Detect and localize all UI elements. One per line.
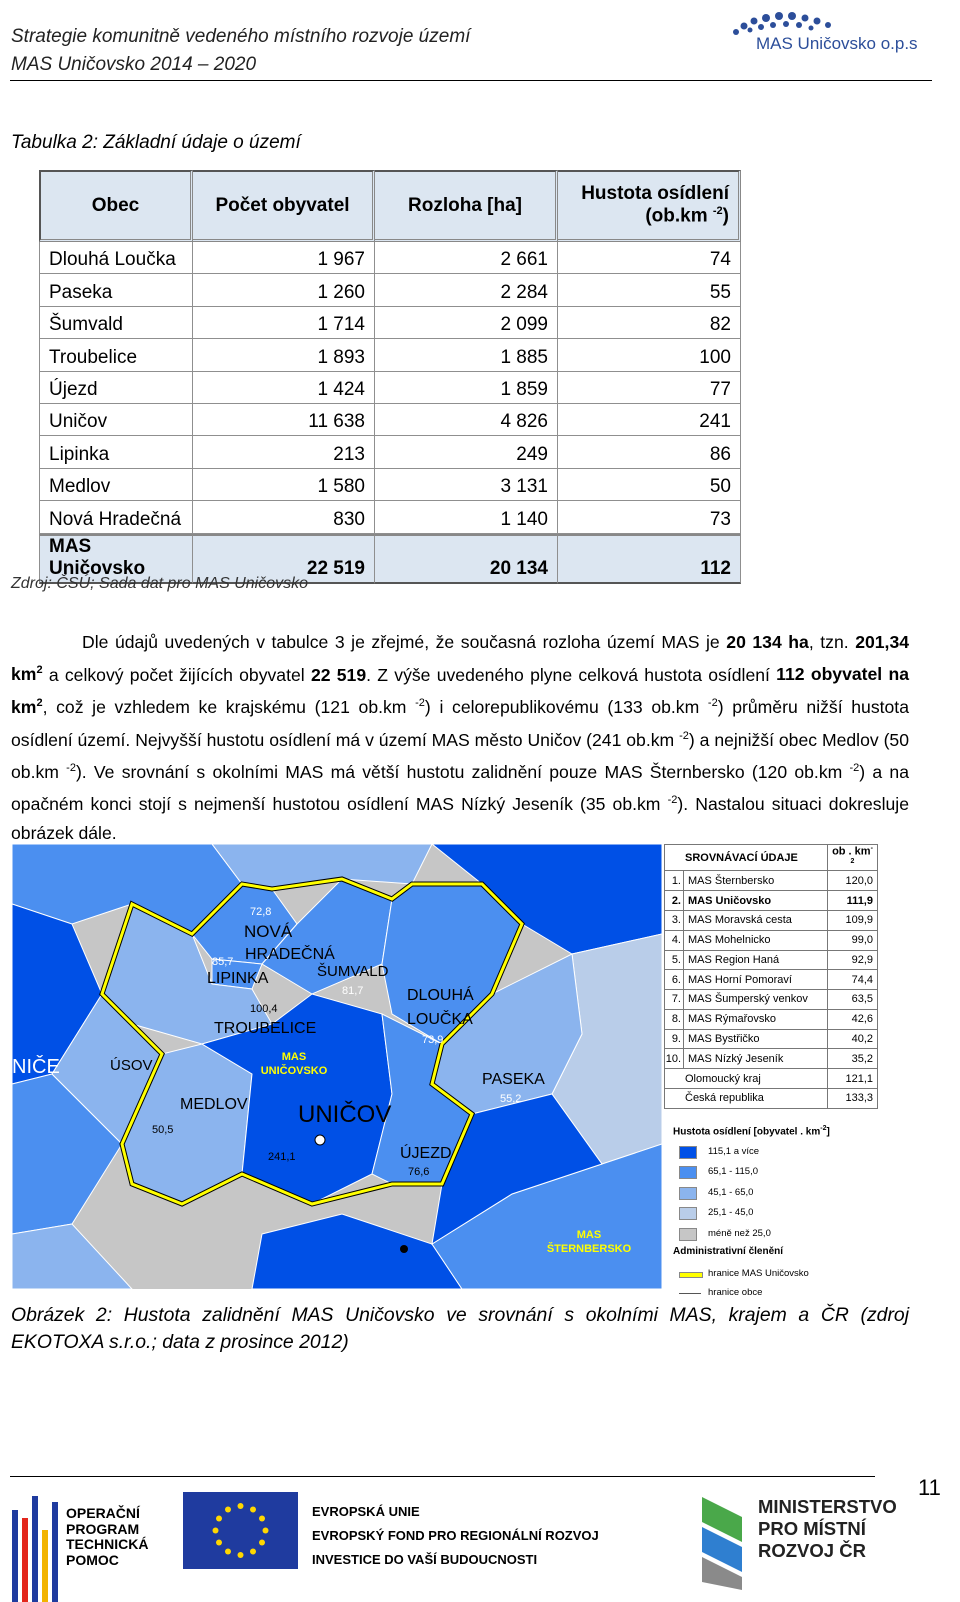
- comparison-row: [665, 910, 878, 930]
- eu-text: [312, 1500, 599, 1572]
- cell-obec: Paseka: [39, 274, 193, 306]
- legend-admin-label: hranice obce: [708, 1287, 763, 1298]
- comparison-rank: 6.: [665, 970, 684, 990]
- cell-rozloha: 1 859: [375, 372, 558, 404]
- mmr-line2: PRO MÍSTNÍ: [758, 1518, 866, 1539]
- legend-swatch: [679, 1166, 697, 1179]
- header-obec: Obec: [39, 170, 193, 242]
- cell-obec: Újezd: [39, 372, 193, 404]
- legend-admin-label: hranice MAS Uničovsko: [708, 1268, 809, 1279]
- comparison-rank: 5.: [665, 950, 684, 970]
- cell-rozloha: 249: [375, 436, 558, 468]
- cell-pocet: 11 638: [193, 404, 375, 436]
- comparison-value: 35,2: [828, 1049, 878, 1069]
- table-row: [39, 242, 741, 274]
- comparison-name: MAS Moravská cesta: [684, 910, 828, 930]
- map-label-mas-sternbersko-2: ŠTERNBERSKO: [546, 1243, 632, 1255]
- cell-obec: Medlov: [39, 469, 193, 501]
- map-value-dlouha: 73,9: [422, 1034, 444, 1046]
- comparison-name: MAS Nízký Jeseník: [684, 1049, 828, 1069]
- cell-hustota: 77: [558, 372, 741, 404]
- cell-obec: Šumvald: [39, 307, 193, 339]
- map-value-medlov: 50,5: [152, 1124, 174, 1136]
- comparison-name: MAS Uničovsko: [684, 891, 828, 911]
- cell-pocet: 1 893: [193, 339, 375, 371]
- table-caption: Tabulka 2: Základní údaje o území: [11, 132, 301, 153]
- legend-mas-border-swatch: [679, 1272, 703, 1278]
- comparison-rank: 7.: [665, 990, 684, 1010]
- legend-label: 115,1 a více: [708, 1146, 760, 1157]
- total-pocet: 22 519: [193, 534, 375, 584]
- cell-rozloha: 2 661: [375, 242, 558, 274]
- legend-label: 65,1 - 115,0: [708, 1166, 759, 1177]
- table-row: [39, 404, 741, 436]
- header-hustota-line2: (ob.km $^{-2}$): [645, 205, 729, 227]
- map-value-ujezd: 76,6: [408, 1166, 430, 1178]
- map-value-paseka: 55,2: [500, 1093, 522, 1105]
- cell-hustota: 241: [558, 404, 741, 436]
- comparison-kraj-value: 121,1: [828, 1069, 878, 1089]
- header-title-line2: MAS Uničovsko 2014 – 2020: [11, 54, 257, 75]
- comparison-rank: 10.: [665, 1049, 684, 1069]
- map-label-sumvald: ŠUMVALD: [317, 963, 389, 980]
- header-hustota: [558, 170, 741, 242]
- comparison-value: 120,0: [828, 871, 878, 891]
- comparison-name: MAS Rýmařovsko: [684, 1009, 828, 1029]
- table-row: [39, 307, 741, 339]
- comparison-row: [665, 1049, 878, 1069]
- legend-label: 45,1 - 65,0: [708, 1187, 754, 1198]
- map-value-hradecna: 85,7: [212, 956, 234, 968]
- eu-line3: INVESTICE DO VAŠÍ BUDOUCNOSTI: [312, 1552, 538, 1567]
- map-label-paseka: PASEKA: [482, 1071, 545, 1088]
- map-label-loucka: LOUČKA: [407, 1011, 473, 1028]
- header-pocet: Počet obyvatel: [193, 170, 375, 242]
- map-value-sumvald: 81,7: [342, 985, 364, 997]
- legend-admin-title: Administrativní členění: [673, 1246, 784, 1257]
- page-number: 11: [918, 1475, 941, 1500]
- map-label-unicov: UNIČOV: [298, 1101, 392, 1128]
- comparison-value: 111,9: [828, 891, 878, 911]
- map-label-troubelice: TROUBELICE: [214, 1020, 317, 1037]
- eu-flag-icon: [183, 1492, 298, 1569]
- cell-rozloha: 1 885: [375, 339, 558, 371]
- op-logo-text: OPERAČNÍ PROGRAM TECHNICKÁ POMOC: [66, 1505, 149, 1568]
- cell-hustota: 86: [558, 436, 741, 468]
- comparison-rank: 1.: [665, 871, 684, 891]
- comparison-value: 40,2: [828, 1029, 878, 1049]
- cell-rozloha: 3 131: [375, 469, 558, 501]
- legend-label: méně než 25,0: [708, 1228, 771, 1239]
- comparison-cr-name: Česká republika: [665, 1089, 828, 1109]
- cell-hustota: 74: [558, 242, 741, 274]
- comparison-row: [665, 871, 878, 891]
- total-rozloha: 20 134: [375, 534, 558, 584]
- comparison-row: [665, 990, 878, 1010]
- data-table: [39, 170, 741, 584]
- comparison-kraj-name: Olomoucký kraj: [665, 1069, 828, 1089]
- cell-obec: Uničov: [39, 404, 193, 436]
- header-rule: [10, 80, 932, 81]
- cell-rozloha: 4 826: [375, 404, 558, 436]
- cell-rozloha: 2 284: [375, 274, 558, 306]
- comparison-rank: 8.: [665, 1009, 684, 1029]
- comparison-cr-value: 133,3: [828, 1089, 878, 1109]
- cell-obec: Troubelice: [39, 339, 193, 371]
- comparison-name: MAS Mohelnicko: [684, 930, 828, 950]
- comparison-panel: [664, 844, 878, 1109]
- legend-obec-border-swatch: [679, 1293, 701, 1294]
- cell-hustota: 50: [558, 469, 741, 501]
- cell-pocet: 1 967: [193, 242, 375, 274]
- comparison-name: MAS Bystřičko: [684, 1029, 828, 1049]
- legend-swatch: [679, 1228, 697, 1241]
- cell-pocet: 1 424: [193, 372, 375, 404]
- comparison-row: [665, 891, 878, 911]
- density-map: [12, 844, 662, 1289]
- comparison-cr-row: [665, 1089, 878, 1109]
- comparison-name: MAS Šumperský venkov: [684, 990, 828, 1010]
- map-label-hradecna: HRADEČNÁ: [245, 946, 335, 963]
- comparison-rank: 2.: [665, 891, 684, 911]
- comparison-rank: 4.: [665, 930, 684, 950]
- comparison-name: MAS Region Haná: [684, 950, 828, 970]
- comparison-kraj-row: [665, 1069, 878, 1089]
- mmr-line1: MINISTERSTVO: [758, 1496, 897, 1517]
- cell-obec: Lipinka: [39, 436, 193, 468]
- comparison-row: [665, 1029, 878, 1049]
- table-row: [39, 339, 741, 371]
- unicov-town-marker: [315, 1135, 325, 1145]
- cell-pocet: 1 260: [193, 274, 375, 306]
- comparison-value: 63,5: [828, 990, 878, 1010]
- comparison-value: 109,9: [828, 910, 878, 930]
- header-hustota-line1: Hustota osídlení: [581, 183, 729, 205]
- cell-hustota: 55: [558, 274, 741, 306]
- cell-pocet: 213: [193, 436, 375, 468]
- sternberk-town-marker: [400, 1245, 408, 1253]
- figure-caption: Obrázek 2: Hustota zalidnění MAS Uničovsko ve srovnání s okolními MAS, krajem a ČR (zdroj EKOTOXA s.r.o.; data z prosince 2012): [11, 1304, 909, 1353]
- legend-swatch: [679, 1207, 697, 1220]
- comparison-name: MAS Horní Pomoraví: [684, 970, 828, 990]
- mas-logo: [730, 10, 935, 70]
- eu-line1: EVROPSKÁ UNIE: [312, 1504, 420, 1519]
- map-label-mas-sternbersko-1: MAS: [576, 1229, 602, 1241]
- comparison-unit: ob . $km^{-2}$: [828, 845, 878, 871]
- cell-pocet: 1 580: [193, 469, 375, 501]
- comparison-value: 99,0: [828, 930, 878, 950]
- cell-hustota: 73: [558, 501, 741, 533]
- map-label-lipinka: LIPINKA: [207, 970, 269, 987]
- table-row: [39, 274, 741, 306]
- comparison-header-row: [665, 845, 878, 871]
- cell-obec: Dlouhá Loučka: [39, 242, 193, 274]
- header-rozloha: Rozloha [ha]: [375, 170, 558, 242]
- comparison-value: 74,4: [828, 970, 878, 990]
- total-obec: MAS Uničovsko: [39, 534, 193, 584]
- map-label-dlouha: DLOUHÁ: [407, 987, 474, 1004]
- cell-hustota: 82: [558, 307, 741, 339]
- comparison-value: 92,9: [828, 950, 878, 970]
- body-paragraph: Dle údajů uvedených v tabulce 3 je zřejmé, že současná rozloha území MAS je 20 134 ha, tzn. 201,34 $km^2$ a celkový počet žijících obyvatel 22 519. Z výše uvedeného plyne celková hustota osídlení 112 obyvatel na $km^2$, což je vzhledem ke krajskému (121 ob.km $^{-2}$) i celorepublikovému (133 ob.km $^{-2}$) průměru nižší hustota osídlení území. Nejvyšší hustotu osídlení má v území MAS město Uničov (241 ob.km $^{-2}$) a nejnižší obec Medlov (50 ob.km $^{-2}$). Ve srovnání s okolními MAS má větší hustotu zalidnění pouze MAS Šternbersko (120 ob.km $^{-2}$) a na opačném konci stojí s nejmenší hustotou osídlení MAS Nízký Jeseník (35 ob.km $^{-2}$). Nastalou situaci dokresluje obrázek dále.: [11, 632, 910, 843]
- mmr-line3: ROZVOJ ČR: [758, 1540, 866, 1561]
- footer-rule: [10, 1476, 875, 1477]
- comparison-title: SROVNÁVACÍ ÚDAJE: [665, 845, 828, 871]
- cell-pocet: 1 714: [193, 307, 375, 339]
- comparison-table: [664, 844, 878, 1109]
- comparison-value: 42,6: [828, 1009, 878, 1029]
- legend-swatch: [679, 1187, 697, 1200]
- header-title-line1: Strategie komunitně vedeného místního rozvoje území: [11, 26, 471, 47]
- map-label-medlov: MEDLOV: [180, 1096, 248, 1113]
- cell-rozloha: 1 140: [375, 501, 558, 533]
- cell-hustota: 100: [558, 339, 741, 371]
- table-row: [39, 469, 741, 501]
- mas-logo-text: MAS Uničovsko o.p.s: [756, 34, 918, 53]
- comparison-name: MAS Šternbersko: [684, 871, 828, 891]
- total-hustota: 112: [558, 534, 741, 584]
- legend-density-title: Hustota osídlení [obyvatel . $km^{-2}$]: [673, 1125, 830, 1138]
- comparison-row: [665, 1009, 878, 1029]
- mmr-text: [758, 1496, 897, 1562]
- cell-rozloha: 2 099: [375, 307, 558, 339]
- map-value-unicov: 241,1: [268, 1151, 296, 1163]
- table-row: [39, 436, 741, 468]
- eu-line2: EVROPSKÝ FOND PRO REGIONÁLNÍ ROZVOJ: [312, 1528, 599, 1543]
- table-source: Zdroj: ČSÚ; Sada dat pro MAS Uničovsko: [11, 575, 309, 592]
- map-label-usov: ÚSOV: [110, 1057, 153, 1074]
- map-value-troubelice: 100,4: [250, 1003, 278, 1015]
- map-label-mas-unicovsko-2: UNIČOVSKO: [260, 1065, 328, 1077]
- comparison-row: [665, 970, 878, 990]
- legend-swatch: [679, 1146, 697, 1159]
- comparison-rank: 9.: [665, 1029, 684, 1049]
- comparison-row: [665, 950, 878, 970]
- map-label-mas-unicovsko-1: MAS: [281, 1051, 307, 1063]
- table-row: [39, 372, 741, 404]
- comparison-row: [665, 930, 878, 950]
- cell-obec: Nová Hradečná: [39, 501, 193, 533]
- table-row: [39, 501, 741, 533]
- map-label-nice: NIČE: [12, 1056, 60, 1078]
- map-value-nova: 72,8: [250, 906, 272, 918]
- map-label-ujezd: ÚJEZD: [400, 1145, 452, 1162]
- legend-label: 25,1 - 45,0: [708, 1207, 754, 1218]
- mmr-logo-icon: [697, 1492, 747, 1592]
- map-label-nova: NOVÁ: [244, 922, 293, 941]
- comparison-rank: 3.: [665, 910, 684, 930]
- cell-pocet: 830: [193, 501, 375, 533]
- table-header-row: [39, 170, 741, 242]
